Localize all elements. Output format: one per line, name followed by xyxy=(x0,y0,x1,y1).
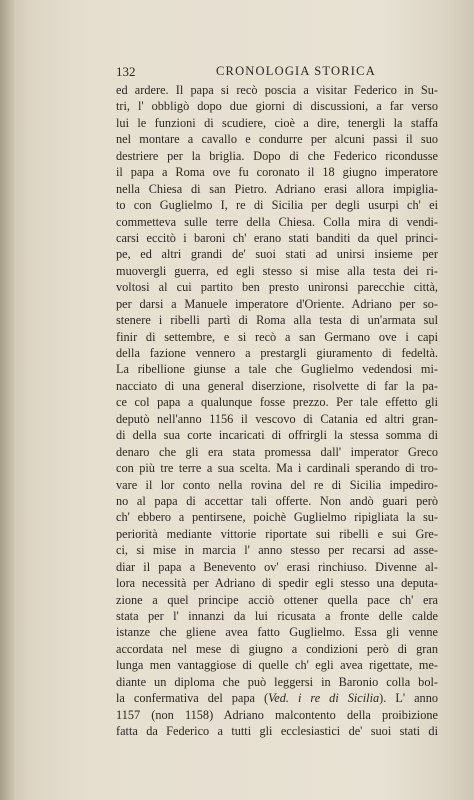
text-line: istanze che gliene avea fatto Guglielmo. Essa gli venne xyxy=(116,625,438,640)
book-gutter xyxy=(0,0,14,800)
text-line: denaro che gli era stata promessa dall' imperator Greco xyxy=(116,444,438,459)
text-line: commetteva sulle terre della Chiesa. Colla mira di vendi- xyxy=(116,214,438,229)
text-line: La ribellione giunse a tale che Guglielmo vedendosi mi- xyxy=(116,362,438,377)
text-line-reference: la confermativa del papa (Ved. i re di Sicilia). L' anno xyxy=(116,691,438,706)
text-line: nel montare a cavallo e condurre per alcuni passi il suo xyxy=(116,132,438,147)
text-line: finir di settembre, e si recò a san Germano ove i capi xyxy=(116,329,438,344)
text-line: periorità mediante vittorie riportate sui ribelli e sui Gre- xyxy=(116,526,438,541)
text-line: 1157 (non 1158) Adriano malcontento della proibizione xyxy=(116,707,438,722)
cross-reference: Ved. i re di Sicilia xyxy=(268,691,380,706)
text-line: fatta da Federico a tutti gli ecclesiastici de' suoi stati di xyxy=(116,724,438,739)
text-line: della fazione vennero a prestargli giuramento di fedeltà. xyxy=(116,346,438,360)
text-line: ce col papa a qualunque fosse prezzo. Per tale effetto gli xyxy=(116,395,438,410)
text-line: muovergli guerra, ed egli stesso si mise alla testa dei ri- xyxy=(116,263,438,278)
text-line: pe, ed altri grandi de' suoi stati ad unirsi insieme per xyxy=(116,247,438,262)
text-line: nacciato di una general diserzione, risolvette di far la pa- xyxy=(116,378,438,393)
text-line: diar il papa a Benevento ov' erasi rinchiuso. Divenne al- xyxy=(116,559,438,574)
text-line: diante un diploma che può leggersi in Baronio colla bol- xyxy=(116,674,438,689)
text-line: accordata nel mese di giugno a condizioni però di gran xyxy=(116,641,438,656)
text-line: lora necessità per Adriano di spedir egli stesso una deputa- xyxy=(116,576,438,591)
text-line: destriere per la briglia. Dopo di che Federico ricondusse xyxy=(116,148,438,163)
text-line: vare il lor conto nella rovina del re di Sicilia impediro- xyxy=(116,477,438,492)
text-line: to con Guglielmo I, re di Sicilia per degli usurpi ch' ei xyxy=(116,198,438,213)
text-line: voltosi al cui partito ben presto unironsi parecchie città, xyxy=(116,280,438,295)
text-line: lui le funzioni di scudiere, cioè a dire, tenergli la staffa xyxy=(116,115,438,130)
body-text xyxy=(116,82,438,740)
text-line: carsi eccitò i baroni ch' erano stati banditi da quel princi- xyxy=(116,230,438,245)
body-paragraph-end xyxy=(116,707,438,740)
text-line: per darsi a Manuele imperatore d'Oriente. Adriano per so- xyxy=(116,296,438,311)
text-line: il papa a Roma ove fu coronato il 18 giugno imperatore xyxy=(116,165,438,180)
text-line: tri, l' obbligò dopo due giorni di discussioni, a far verso xyxy=(116,99,438,114)
text-line: no al papa di accettar tali offerte. Non andò guari però xyxy=(116,493,438,508)
text-line: stata per l' innanzi da lui ricusata a fronte delle calde xyxy=(116,609,438,623)
text-line: ch' ebbero a pentirsene, poichè Guglielmo ripigliata la su- xyxy=(116,510,438,525)
text-line: nella Chiesa di san Pietro. Adriano erasi allora impiglia- xyxy=(116,181,438,196)
text-line: di della sua corte incaricati di offrirgli la stessa somma di xyxy=(116,428,438,443)
text-line: ed ardere. Il papa si recò poscia a visitar Federico in Su- xyxy=(116,83,438,97)
text-line: zione a quel principe acciò ottener quella pace ch' era xyxy=(116,592,438,607)
body-paragraph xyxy=(116,82,438,690)
running-title: CRONOLOGIA STORICA xyxy=(216,64,376,78)
page-header xyxy=(116,64,436,80)
text-line: lunga men vantaggiose di quelle ch' egli avea rigettate, me- xyxy=(116,658,438,673)
text-line: con più tre terre a sua scelta. Ma i cardinali sperando di tro- xyxy=(116,461,438,476)
text-line: deputò nell'anno 1156 il vescovo di Catania ed altri gran- xyxy=(116,411,438,426)
text-line: ci, si mise in marcia l' anno stesso per recarsi ad asse- xyxy=(116,543,438,558)
text-line: stenere i ribelli partì di Roma alla testa di un'armata sul xyxy=(116,313,438,328)
page-number: 132 xyxy=(116,64,136,79)
